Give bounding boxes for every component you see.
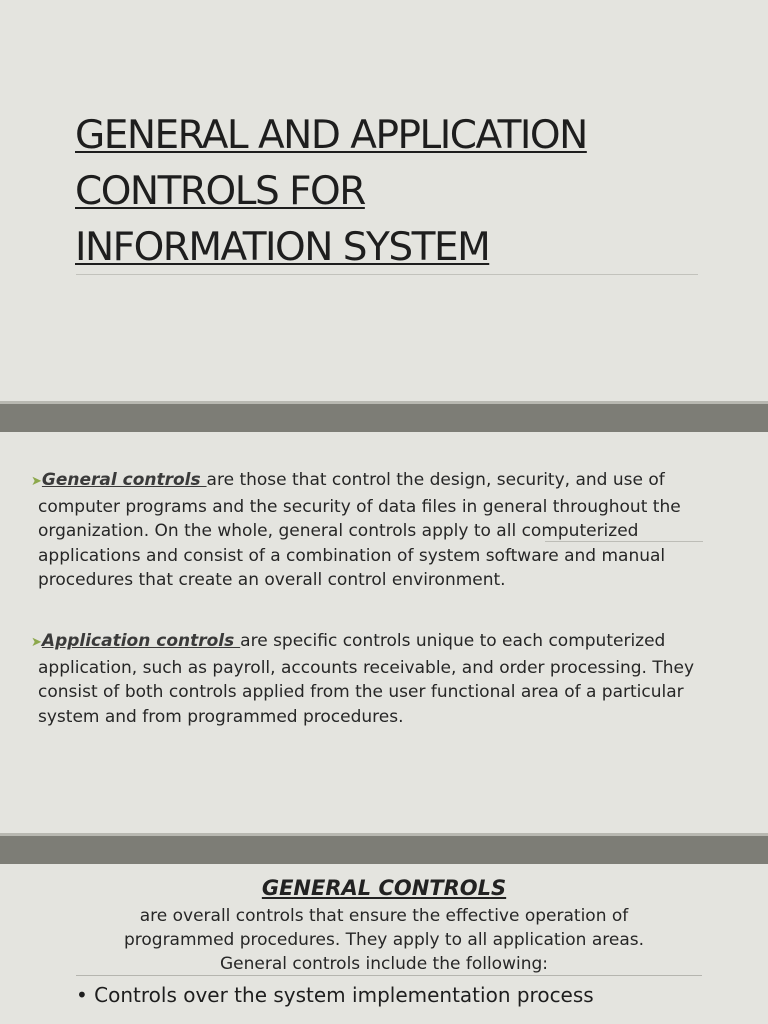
text-rule-divider	[545, 541, 703, 542]
definition-text-general: are those that control the design, security, and use of computer programs and the security of data files in general throughout the organization. On the whole, general controls apply to all computerized applications and consist of a combination of system software and manual procedures that create an overall control environment.	[38, 470, 681, 590]
slide-separator	[0, 833, 768, 864]
green-arrowhead-icon: ➤	[31, 474, 42, 489]
description-rule-divider	[76, 975, 702, 976]
title-rule-divider	[76, 274, 698, 275]
term-application-controls: Application controls	[41, 631, 241, 651]
slide-title-heading	[75, 108, 715, 276]
description-line-2: programmed procedures. They apply to all application areas.	[123, 930, 645, 950]
definition-text-application: are specific controls unique to each computerized application, such as payroll, accounts receivable, and order processing. They consist of both controls applied from the user functional area of a particular system and from programmed procedures.	[38, 631, 695, 727]
description-line-1: are overall controls that ensure the effective operation of	[139, 906, 629, 926]
title-line-2: CONTROLS FOR	[75, 169, 365, 214]
general-controls-list	[76, 983, 594, 1007]
slide-definitions	[0, 432, 768, 833]
slide-general-controls	[0, 864, 768, 1024]
term-general-controls: General controls	[41, 470, 207, 490]
slide-title	[0, 0, 768, 401]
slide-separator	[0, 401, 768, 432]
general-controls-description	[84, 904, 684, 976]
definition-application-controls	[31, 629, 738, 729]
general-controls-heading: GENERAL CONTROLS	[261, 876, 507, 900]
title-line-3: INFORMATION SYSTEM	[75, 225, 490, 270]
title-line-1: GENERAL AND APPLICATION	[75, 113, 587, 158]
description-line-3: General controls include the following:	[219, 954, 549, 974]
definition-general-controls	[31, 468, 738, 593]
green-arrowhead-icon: ➤	[31, 635, 42, 650]
list-item: • Controls over the system implementation process	[76, 983, 594, 1007]
